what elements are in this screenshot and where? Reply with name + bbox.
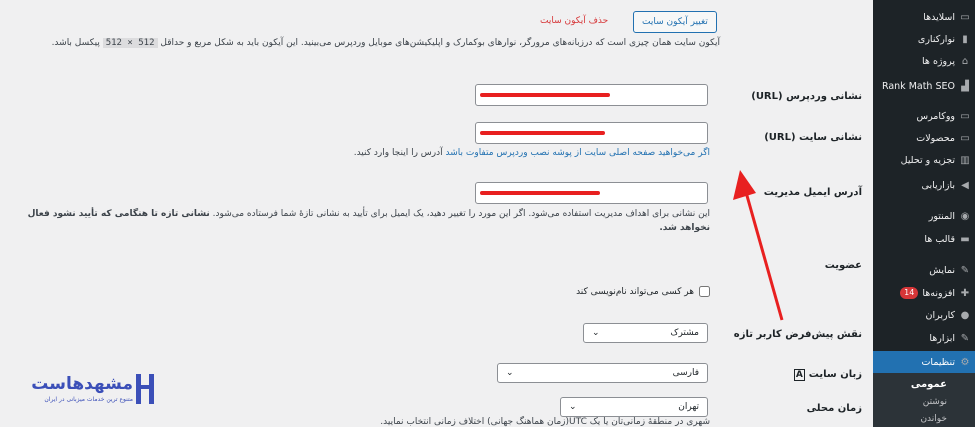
sidebar-item-label: اسلایدها (923, 11, 955, 23)
sidebar-item-label: تجزیه و تحلیل (900, 154, 955, 166)
sidebar-item-label: پروژه ها (922, 55, 955, 67)
site-icon-description (30, 36, 720, 50)
sidebar-item-elementor[interactable] (873, 205, 975, 227)
sidebar-item-label: افزونه‌ها (922, 287, 955, 299)
sidebar-item-chart[interactable] (873, 75, 975, 97)
membership-option (540, 286, 710, 297)
sidebar-item-label: بازاریابی (921, 179, 955, 191)
translate-icon: A (795, 369, 803, 380)
logo-tagline: متنوع ترین خدمات میزبانی در ایران (44, 396, 133, 403)
wrench-icon: ✎ (960, 332, 970, 344)
sidebar-item-archive[interactable] (873, 127, 975, 149)
logo-mark-icon (136, 374, 154, 404)
sidebar-item-label: ابزارها (929, 332, 955, 344)
site-url-input[interactable] (475, 122, 708, 144)
elementor-icon: ◉ (960, 210, 970, 222)
timezone-desc: شهری در منطقهٔ زمانی‌تان یا یک UTC(زمان هماهنگ جهانی) اختلاف زمانی انتخاب نمایید. (380, 417, 710, 427)
admin-email-desc (15, 207, 710, 235)
plugin-update-badge: 14 (900, 287, 918, 299)
sidebar-item-label: المنتور (928, 210, 955, 222)
role-value: مشترک (670, 328, 699, 338)
timezone-value: تهران (678, 402, 699, 412)
logo-name: مشهدهاست (31, 374, 133, 394)
sidebar-item-label: نوارکناری (917, 33, 955, 45)
slides-icon: ▭ (960, 11, 970, 23)
brand-logo (18, 374, 158, 406)
remove-site-icon-link[interactable]: حذف آیکون سایت (540, 16, 609, 26)
submenu-item[interactable]: عمومی (910, 379, 947, 390)
sidebar-item-brush[interactable] (873, 259, 975, 281)
site-language-row (794, 368, 862, 381)
sidebar-item-sidebar[interactable] (873, 28, 975, 50)
sidebar-item-woo[interactable] (873, 105, 975, 127)
email-desc-text: این نشانی برای اهداف مدیریت استفاده می‌شود. اگر این مورد را تغییر دهید، یک ایمیل برای تأیید به نشانی تازهٔ شما فرستاده می‌شود. (212, 209, 710, 219)
sidebar-item-bar-chart[interactable] (873, 149, 975, 171)
chevron-down-icon: ⌄ (506, 368, 514, 378)
sidebar-item-label: Rank Math SEO (881, 80, 955, 92)
sidebar-item-label: محصولات (916, 132, 955, 144)
membership-checkbox-label: هر کسی می‌تواند نام‌نویسی کند (576, 286, 694, 297)
email-desc-bold: نشانی تازه تا هنگامی که تأیید نشود فعال نخواهد شد. (27, 209, 710, 233)
timezone-label: زمان محلی (806, 403, 862, 414)
brush-icon: ✎ (960, 264, 970, 276)
archive-icon: ▭ (960, 132, 970, 144)
megaphone-icon: ◀ (961, 179, 969, 191)
default-role-select[interactable] (583, 323, 708, 343)
sidebar-item-label: نمایش (929, 264, 955, 276)
membership-checkbox[interactable] (699, 286, 710, 297)
briefcase-icon: ⌂ (961, 55, 969, 67)
language-value: فارسی (672, 368, 699, 378)
change-site-icon-button[interactable]: تغییر آیکون سایت (633, 11, 717, 33)
bar-chart-icon: ▥ (960, 154, 970, 166)
desc-text: آیکون سایت همان چیزی است که درزبانه‌های مرورگر، نوارهای بوکمارک و اپلیکیشن‌های موبایل وردپرس می‌بینید. این آیکون باید به شکل مربع و حداقل (160, 38, 720, 48)
sidebar-item-wrench[interactable] (873, 327, 975, 349)
icon-size: 512 × 512 (103, 38, 158, 48)
sidebar-item-plugin[interactable] (873, 282, 975, 304)
settings-icon: ⚙ (960, 356, 970, 368)
admin-sidebar (873, 0, 975, 427)
sidebar-item-briefcase[interactable] (873, 50, 975, 72)
sidebar-item-megaphone[interactable] (873, 174, 975, 196)
sidebar-item-label: ووکامرس (916, 110, 955, 122)
sidebar-item-settings[interactable] (873, 351, 975, 373)
sidebar-item-folder[interactable] (873, 228, 975, 250)
sidebar-item-label: تنظیمات (921, 356, 955, 368)
site-url-label: نشانی سایت (URL) (764, 132, 862, 143)
timezone-select[interactable] (560, 397, 708, 417)
default-role-label: نقش پیش‌فرض کاربر تازه (733, 329, 862, 340)
sidebar-icon: ▮ (962, 33, 968, 45)
desc-text-after: پیکسل باشد. (51, 38, 100, 48)
admin-email-label: آدرس ایمیل مدیریت (763, 187, 862, 198)
wp-url-input[interactable] (475, 84, 708, 106)
folder-icon: ▬ (960, 233, 970, 245)
wp-url-label: نشانی وردپرس (URL) (751, 91, 862, 102)
sidebar-item-slides[interactable] (873, 6, 975, 28)
annotation-arrow (730, 165, 790, 325)
chart-icon: ▟ (961, 80, 969, 92)
site-url-desc (240, 147, 710, 159)
sidebar-item-user[interactable] (873, 304, 975, 326)
chevron-down-icon: ⌄ (592, 328, 600, 338)
submenu-item[interactable]: خواندن (920, 414, 947, 424)
sidebar-item-label: قالب ها (924, 233, 955, 245)
plugin-icon: ✚ (960, 287, 970, 299)
membership-label: عضویت (824, 260, 862, 271)
admin-email-input[interactable] (475, 182, 708, 204)
chevron-down-icon: ⌄ (569, 402, 577, 412)
woo-icon: ▭ (960, 110, 970, 122)
site-url-help-link[interactable]: اگر می‌خواهید صفحه اصلی سایت از پوشه نصب وردپرس متفاوت باشد (445, 148, 710, 158)
submenu-item[interactable]: نوشتن (922, 397, 947, 407)
site-language-label: زبان سایت (808, 369, 862, 380)
sidebar-item-label: کاربران (925, 309, 955, 321)
site-url-desc-text: آدرس را اینجا وارد کنید. (353, 148, 443, 158)
user-icon: ● (960, 309, 970, 321)
site-language-select[interactable] (497, 363, 708, 383)
